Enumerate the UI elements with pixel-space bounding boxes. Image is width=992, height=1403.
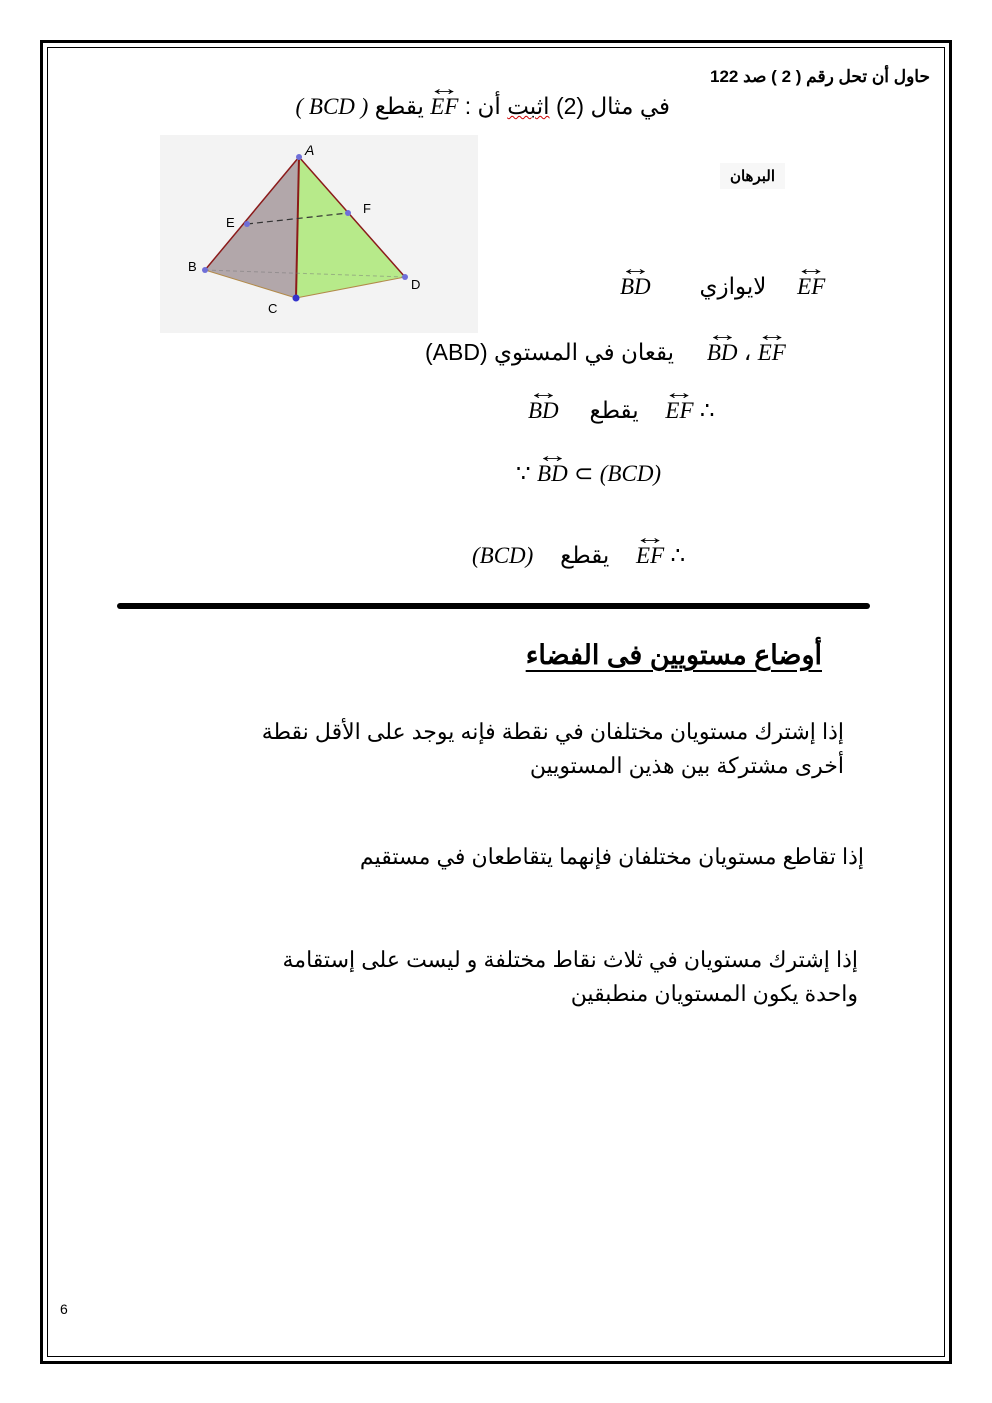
label-f: F (363, 201, 371, 216)
point-e (244, 221, 250, 227)
therefore-symbol: ∴ (670, 542, 686, 568)
paragraph-1: إذا إشترك مستويان مختلفان في نقطة فإنه يوجد على الأقل نقطة أخرى مشتركة بين هذين المستويين (261, 719, 844, 778)
word-not-parallel: لايوازي (699, 273, 767, 299)
proof-line-5 (472, 537, 685, 569)
vector-ef: ↔ EF (665, 392, 693, 424)
example-plane: ( BCD ) (295, 94, 369, 119)
proof-line-4 (516, 455, 661, 487)
vector-bd: ↔ BD (537, 455, 568, 487)
page-number: 6 (60, 1301, 68, 1317)
label-e: E (226, 215, 235, 230)
point-f (345, 210, 351, 216)
vector-ef: ↔ EF (797, 268, 825, 300)
vector-bd: ↔ BD (528, 392, 559, 424)
example-statement (295, 88, 670, 120)
example-verb: يقطع (374, 93, 424, 119)
vertex-d (402, 274, 408, 280)
example-that: أن : (464, 93, 501, 119)
proof-title: البرهان (720, 163, 785, 189)
tetrahedron-figure (160, 135, 478, 333)
subset-symbol: ⊂ (574, 460, 594, 486)
section-divider (117, 603, 870, 609)
proof-line-2 (425, 334, 786, 366)
example-prove-word: اثبت (507, 93, 550, 119)
vector-bd: ↔ BD (620, 268, 651, 300)
vector-ef: ↔ EF (758, 334, 786, 366)
example-prefix: في مثال (2) (555, 93, 670, 119)
word-intersects: يقطع (560, 542, 610, 568)
paragraph-3: إذا إشترك مستويان في ثلاث نقاط مختلفة و ليست على إستقامة واحدة يكون المستويان منطبقين (282, 947, 858, 1006)
proof-line-3 (528, 392, 715, 424)
plane-abd: (ABD) (425, 339, 488, 365)
plane-bcd: (BCD) (472, 543, 534, 568)
vertex-a (296, 154, 302, 160)
therefore-symbol: ∴ (699, 397, 715, 423)
paragraph-2: إذا تقاطع مستويان مختلفان فإنهما يتقاطعان في مستقيم (359, 844, 864, 869)
proof-line-1 (620, 268, 825, 300)
label-b: B (188, 259, 197, 274)
because-symbol: ∵ (516, 460, 531, 486)
section-title: أوضاع مستويين فى الفضاء (525, 640, 822, 670)
word-lie-in-plane: يقعان في المستوي (494, 339, 675, 365)
label-c: C (268, 301, 278, 316)
example-vector-ef: ↔ EF (430, 88, 458, 120)
separator: ، (743, 339, 752, 365)
vertex-b (202, 267, 208, 273)
word-intersects: يقطع (589, 397, 639, 423)
vector-bd: ↔ BD (707, 334, 738, 366)
exercise-header: حاول أن تحل رقم ( 2 ) صد 122 (709, 67, 930, 86)
plane-bcd: (BCD) (599, 461, 662, 486)
label-d: D (411, 277, 421, 292)
vector-ef: ↔ EF (636, 537, 664, 569)
vertex-c (293, 295, 300, 302)
label-a: A (305, 142, 315, 158)
